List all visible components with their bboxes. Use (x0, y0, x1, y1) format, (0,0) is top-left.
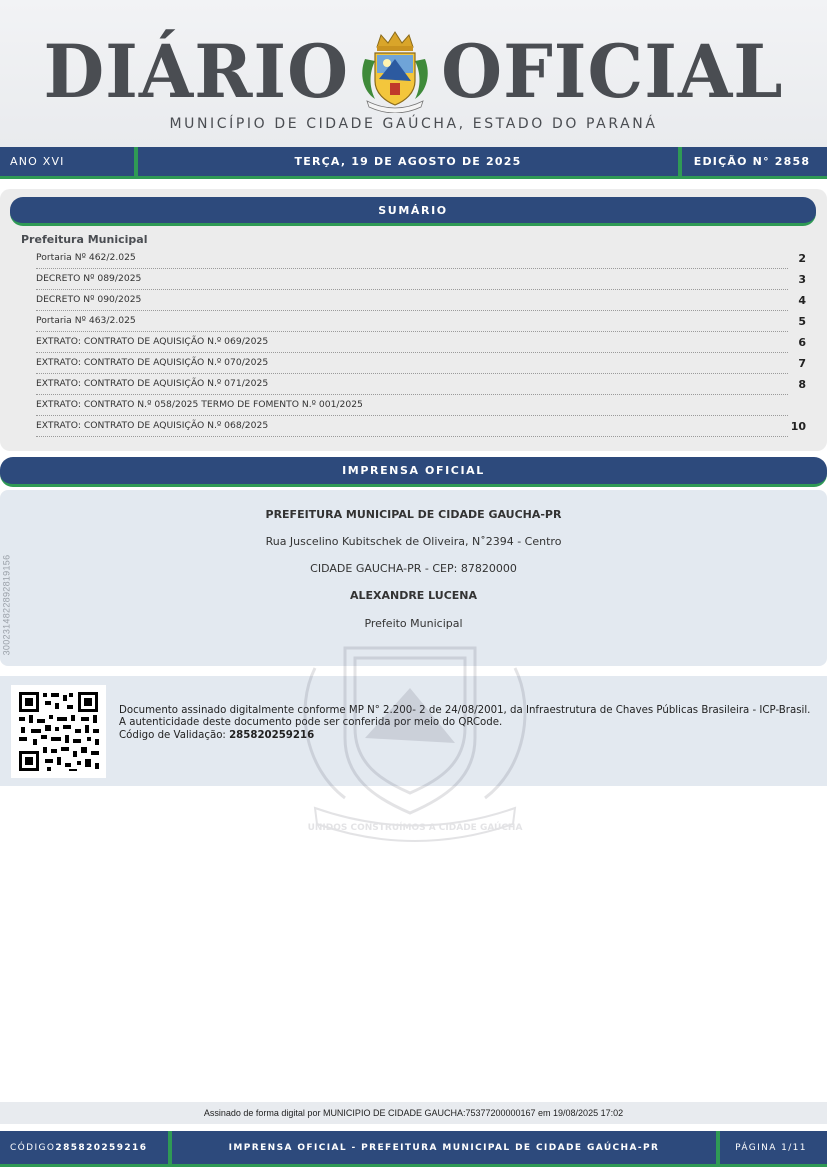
toc-item-label: EXTRATO: CONTRATO DE AQUISIÇÃO N.º 070/2025 (36, 357, 269, 368)
toc-item-label: Portaria Nº 463/2.025 (36, 315, 136, 326)
coat-of-arms-icon (357, 29, 433, 113)
signature-verify-note: A autenticidade deste documento pode ser conferida por meio do QRCode. (119, 717, 503, 729)
toc-item-label: EXTRATO: CONTRATO DE AQUISIÇÃO N.º 071/2025 (36, 378, 269, 389)
summary-heading: SUMÁRIO (10, 197, 816, 226)
title-left: DIÁRIO (43, 27, 350, 115)
toc-item-page[interactable]: 4 (798, 294, 806, 307)
toc-item-page[interactable]: 10 (790, 420, 806, 433)
masthead-title (0, 26, 827, 116)
toc-item-page[interactable]: 5 (798, 315, 806, 328)
summary-section-title: Prefeitura Municipal (21, 233, 148, 246)
toc-item[interactable] (36, 415, 788, 437)
toc-item-page[interactable]: 2 (798, 252, 806, 265)
toc-item-label: DECRETO Nº 089/2025 (36, 273, 142, 284)
toc-item[interactable] (36, 310, 788, 332)
toc-item-label: DECRETO Nº 090/2025 (36, 294, 142, 305)
toc-item[interactable] (36, 268, 788, 290)
year-label: ANO XVI (10, 155, 65, 168)
toc-item[interactable] (36, 247, 788, 269)
toc-item[interactable] (36, 331, 788, 353)
mayor-name: ALEXANDRE LUCENA (349, 589, 478, 602)
qr-code-icon[interactable] (11, 685, 106, 778)
toc-item-label: Portaria Nº 462/2.025 (36, 252, 136, 263)
validation-code-value: 285820259216 (229, 729, 315, 741)
footer-bar (0, 1131, 827, 1167)
toc-item-page[interactable]: 8 (798, 378, 806, 391)
coat-of-arms-watermark-icon (285, 628, 545, 848)
publisher-org: PREFEITURA MUNICIPAL DE CIDADE GAUCHA-PR (265, 508, 562, 521)
masthead (0, 0, 827, 147)
edition-bar (0, 147, 827, 179)
publisher-address: Rua Juscelino Kubitschek de Oliveira, N˚2394 - Centro (265, 535, 562, 548)
edition-date: TERÇA, 19 DE AGOSTO DE 2025 (294, 155, 522, 168)
toc-item[interactable] (36, 373, 788, 395)
footer-code (10, 1131, 170, 1164)
toc-item-label: EXTRATO: CONTRATO DE AQUISIÇÃO N.º 069/2025 (36, 336, 269, 347)
toc-item-page[interactable]: 6 (798, 336, 806, 349)
edition-number: EDIÇÃO N° 2858 (693, 155, 811, 168)
digital-signature-stamp: Assinado de forma digital por MUNICIPIO DE CIDADE GAUCHA:75377200000167 em 19/08/2025 17:02 (0, 1102, 827, 1124)
imprensa-heading: IMPRENSA OFICIAL (0, 457, 827, 487)
footer-code-label: CÓDIGO (10, 1142, 56, 1153)
footer-publisher: IMPRENSA OFICIAL - PREFEITURA MUNICIPAL DE CIDADE GAÚCHA-PR (228, 1142, 660, 1153)
toc-item-label: EXTRATO: CONTRATO DE AQUISIÇÃO N.º 068/2025 (36, 420, 269, 431)
toc-item[interactable] (36, 289, 788, 311)
signature-legal-note: Documento assinado digitalmente conforme MP N° 2.200- 2 de 24/08/2001, da Infraestrutura de Chaves Públicas Brasileira - ICP-Brasil. (119, 705, 811, 716)
validation-code-label: Código de Validação: (119, 729, 230, 741)
page-number: PÁGINA 1/11 (735, 1142, 807, 1153)
side-document-code: 300231482289281915​6 (1, 554, 12, 656)
toc-item-page[interactable]: 3 (798, 273, 806, 286)
mayor-title: Prefeito Municipal (364, 617, 463, 630)
watermark-motto: UNIDOS CONSTRUÍMOS A CIDADE GAÚCHA (307, 823, 523, 833)
toc-item[interactable] (36, 394, 788, 416)
publisher-city: CIDADE GAUCHA-PR - CEP: 87820000 (310, 562, 517, 575)
footer-code-value: 285820259216 (55, 1142, 148, 1153)
title-right: OFICIAL (441, 27, 784, 115)
toc-item-label: EXTRATO: CONTRATO N.º 058/2025 TERMO DE FOMENTO N.º 001/2025 (36, 399, 363, 410)
masthead-subtitle: MUNICÍPIO DE CIDADE GAÚCHA, ESTADO DO PARANÁ (169, 116, 658, 132)
toc-item[interactable] (36, 352, 788, 374)
toc-item-page[interactable]: 7 (798, 357, 806, 370)
summary-panel (0, 189, 827, 451)
